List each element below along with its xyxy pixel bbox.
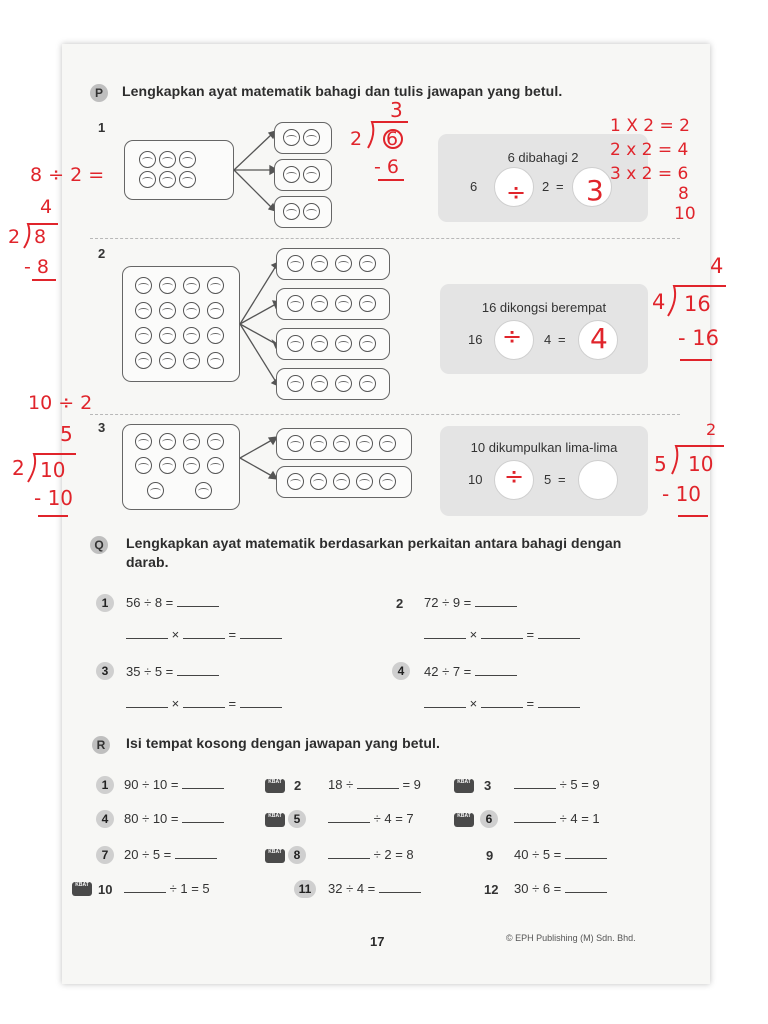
ball-icon bbox=[159, 327, 176, 344]
hw-p1-ld-divisor: 2 bbox=[8, 226, 21, 248]
hw-long-division-bracket bbox=[668, 444, 728, 524]
r-item-6 bbox=[514, 811, 600, 826]
r-item-1 bbox=[124, 777, 224, 792]
ball-icon bbox=[183, 302, 200, 319]
hw-p3-right-subtract: - 10 bbox=[662, 482, 702, 506]
q3-expr: 35 ÷ 5 = bbox=[126, 664, 174, 679]
ball-icon bbox=[303, 203, 320, 220]
ball-icon bbox=[207, 277, 224, 294]
r9-expr: 40 ÷ 5 = bbox=[514, 847, 562, 862]
p3-equals: = bbox=[558, 472, 566, 487]
ball-icon bbox=[207, 457, 224, 474]
r-item-9-number: 9 bbox=[486, 848, 494, 863]
hw-times-table-2: 2 x 2 = 4 bbox=[610, 140, 689, 160]
q-item-2 bbox=[424, 595, 517, 610]
hw-p1-ld-quotient: 4 bbox=[40, 196, 53, 218]
r-item-12-number: 12 bbox=[484, 882, 499, 897]
hw-p2-ld-quotient: 4 bbox=[710, 254, 724, 278]
answer-blank[interactable] bbox=[424, 627, 466, 639]
r2-expr: 18 ÷ bbox=[328, 777, 354, 792]
r-item-5 bbox=[328, 811, 414, 826]
r1-expr: 90 ÷ 10 = bbox=[124, 777, 179, 792]
r6-rest: ÷ 4 = 1 bbox=[559, 811, 600, 826]
divider bbox=[90, 414, 680, 415]
ball-icon bbox=[183, 352, 200, 369]
ball-icon bbox=[379, 435, 396, 452]
ball-icon bbox=[147, 482, 164, 499]
answer-blank[interactable] bbox=[240, 627, 282, 639]
ball-icon bbox=[287, 375, 304, 392]
hw-times-table-4: 8 bbox=[678, 184, 689, 204]
ball-icon bbox=[333, 473, 350, 490]
p3-group-a bbox=[276, 428, 412, 460]
ball-icon bbox=[135, 457, 152, 474]
ball-icon bbox=[159, 171, 176, 188]
ball-icon bbox=[303, 129, 320, 146]
hw-p3-ld-quotient: 5 bbox=[60, 422, 73, 446]
ball-icon bbox=[359, 295, 376, 312]
p2-group-a bbox=[276, 248, 390, 280]
hw-long-division-bracket bbox=[362, 120, 412, 184]
section-p-title: Lengkapkan ayat matematik bahagi dan tulis jawapan yang betul. bbox=[122, 83, 563, 99]
ball-icon bbox=[207, 433, 224, 450]
ball-icon bbox=[303, 166, 320, 183]
section-q-title-line1: Lengkapkan ayat matematik berdasarkan perkaitan antara bahagi dengan bbox=[126, 535, 622, 551]
q-item-3 bbox=[126, 664, 219, 679]
hw-p2-ld-dividend: 16 bbox=[684, 292, 711, 316]
r-item-2 bbox=[328, 777, 421, 792]
ball-icon bbox=[159, 352, 176, 369]
section-r-badge: R bbox=[92, 736, 110, 754]
p2-phrase: 16 dikongsi berempat bbox=[481, 300, 607, 315]
hw-p3-sign: ÷ bbox=[504, 462, 525, 490]
r-item-8-number: 8 bbox=[288, 846, 306, 864]
p3-answer-circle[interactable] bbox=[578, 460, 618, 500]
kbat-icon: KBAT bbox=[265, 779, 285, 793]
hw-p3-ld-divisor: 2 bbox=[12, 456, 25, 480]
hw-p1-answer: 3 bbox=[586, 174, 604, 207]
answer-blank[interactable] bbox=[538, 696, 580, 708]
times-sign: × bbox=[171, 696, 180, 711]
ball-icon bbox=[135, 302, 152, 319]
r-item-11 bbox=[328, 881, 421, 896]
ball-icon bbox=[335, 255, 352, 272]
ball-icon bbox=[159, 302, 176, 319]
q-item-4-mult bbox=[424, 696, 580, 711]
ball-icon bbox=[135, 277, 152, 294]
divider bbox=[90, 238, 680, 239]
ball-icon bbox=[183, 277, 200, 294]
p3-dividend: 10 bbox=[468, 472, 483, 487]
answer-blank[interactable] bbox=[182, 777, 224, 789]
hw-p3-ld-subtract: - 10 bbox=[34, 486, 74, 510]
answer-blank[interactable] bbox=[175, 847, 217, 859]
ball-icon bbox=[179, 151, 196, 168]
r-item-2-number: 2 bbox=[294, 778, 302, 793]
kbat-icon: KBAT bbox=[265, 813, 285, 827]
hw-p2-answer: 4 bbox=[590, 322, 608, 355]
hw-long-division-bracket bbox=[24, 452, 80, 526]
r-item-9 bbox=[514, 847, 607, 862]
answer-blank[interactable] bbox=[565, 881, 607, 893]
ball-icon bbox=[159, 433, 176, 450]
answer-blank[interactable] bbox=[183, 696, 225, 708]
answer-blank[interactable] bbox=[126, 627, 168, 639]
r-item-8 bbox=[328, 847, 414, 862]
p2-dividend: 16 bbox=[468, 332, 483, 347]
ball-icon bbox=[359, 255, 376, 272]
ball-icon bbox=[311, 335, 328, 352]
p1-phrase: 6 dibahagi 2 bbox=[507, 150, 579, 165]
q-item-4 bbox=[424, 664, 517, 679]
hw-long-division-bracket bbox=[20, 222, 60, 286]
p1-equals: = bbox=[556, 179, 564, 194]
r-item-10 bbox=[124, 881, 210, 896]
kbat-icon: KBAT bbox=[454, 813, 474, 827]
p3-answer-box bbox=[440, 426, 648, 516]
p3-source-group bbox=[122, 424, 240, 510]
ball-icon bbox=[135, 327, 152, 344]
ball-icon bbox=[283, 129, 300, 146]
answer-blank[interactable] bbox=[475, 664, 517, 676]
answer-blank[interactable] bbox=[357, 777, 399, 789]
answer-blank[interactable] bbox=[481, 627, 523, 639]
ball-icon bbox=[311, 295, 328, 312]
answer-blank[interactable] bbox=[328, 847, 370, 859]
equals-sign: = bbox=[526, 696, 535, 711]
answer-blank[interactable] bbox=[514, 811, 556, 823]
ball-icon bbox=[195, 482, 212, 499]
r12-expr: 30 ÷ 6 = bbox=[514, 881, 562, 896]
page-number: 17 bbox=[370, 934, 385, 949]
q-item-1 bbox=[126, 595, 219, 610]
ball-icon bbox=[159, 277, 176, 294]
r8-rest: ÷ 2 = 8 bbox=[373, 847, 414, 862]
ball-icon bbox=[159, 457, 176, 474]
ball-icon bbox=[139, 151, 156, 168]
times-sign: × bbox=[469, 627, 478, 642]
ball-icon bbox=[287, 435, 304, 452]
p1-group-b bbox=[274, 159, 332, 191]
ball-icon bbox=[207, 327, 224, 344]
hw-long-division-bracket bbox=[664, 284, 728, 368]
ball-icon bbox=[335, 295, 352, 312]
q-item-1-number: 1 bbox=[96, 594, 114, 612]
r-item-11-number: 11 bbox=[294, 880, 316, 898]
r-item-10-number: 10 bbox=[98, 882, 113, 897]
kbat-icon: KBAT bbox=[72, 882, 92, 896]
hw-p1-top-quotient: 3 bbox=[390, 98, 403, 122]
answer-blank[interactable] bbox=[183, 627, 225, 639]
equals-sign: = bbox=[228, 696, 237, 711]
p1-divisor: 2 bbox=[542, 179, 550, 194]
answer-blank[interactable] bbox=[475, 595, 517, 607]
ball-icon bbox=[379, 473, 396, 490]
ball-icon bbox=[310, 435, 327, 452]
p1-group-a bbox=[274, 122, 332, 154]
p3-arrows bbox=[238, 428, 280, 488]
hw-p1-top-dividend: 6 bbox=[386, 128, 399, 150]
answer-blank[interactable] bbox=[124, 881, 166, 893]
answer-blank[interactable] bbox=[379, 881, 421, 893]
answer-blank[interactable] bbox=[538, 627, 580, 639]
r-item-4-number: 4 bbox=[96, 810, 114, 828]
answer-blank[interactable] bbox=[424, 696, 466, 708]
p2-equals: = bbox=[558, 332, 566, 347]
p-item-1-number: 1 bbox=[98, 120, 106, 135]
times-sign: × bbox=[171, 627, 180, 642]
p2-source-group bbox=[122, 266, 240, 382]
p3-group-b bbox=[276, 466, 412, 498]
p2-group-b bbox=[276, 288, 390, 320]
p-item-2-number: 2 bbox=[98, 246, 106, 261]
section-r-title: Isi tempat kosong dengan jawapan yang betul. bbox=[126, 735, 441, 751]
ball-icon bbox=[183, 457, 200, 474]
r4-expr: 80 ÷ 10 = bbox=[124, 811, 179, 826]
r3-rest: ÷ 5 = 9 bbox=[559, 777, 600, 792]
r-item-7 bbox=[124, 847, 217, 862]
ball-icon bbox=[283, 203, 300, 220]
p1-arrows bbox=[232, 124, 280, 224]
ball-icon bbox=[135, 433, 152, 450]
p1-source-group bbox=[124, 140, 234, 200]
ball-icon bbox=[183, 433, 200, 450]
ball-icon bbox=[207, 352, 224, 369]
hw-p2-sign: ÷ bbox=[502, 322, 523, 350]
r-item-5-number: 5 bbox=[288, 810, 306, 828]
equals-sign: = bbox=[228, 627, 237, 642]
p2-group-d bbox=[276, 368, 390, 400]
kbat-icon: KBAT bbox=[265, 849, 285, 863]
ball-icon bbox=[287, 255, 304, 272]
q-item-2-mult bbox=[424, 627, 580, 642]
ball-icon bbox=[335, 375, 352, 392]
ball-icon bbox=[135, 352, 152, 369]
ball-icon bbox=[287, 335, 304, 352]
answer-blank[interactable] bbox=[126, 696, 168, 708]
workbook-page bbox=[62, 44, 710, 984]
ball-icon bbox=[333, 435, 350, 452]
equals-sign: = bbox=[526, 627, 535, 642]
r-item-3-number: 3 bbox=[484, 778, 492, 793]
hw-p3-right-dividend: 10 bbox=[688, 452, 714, 476]
hw-p3-side-sentence: 10 ÷ 2 bbox=[28, 392, 93, 414]
p2-answer-box bbox=[440, 284, 648, 374]
hw-p1-sign: ÷ bbox=[506, 178, 527, 206]
ball-icon bbox=[359, 375, 376, 392]
p-item-3-number: 3 bbox=[98, 420, 106, 435]
q-item-1-mult bbox=[126, 627, 282, 642]
r11-expr: 32 ÷ 4 = bbox=[328, 881, 376, 896]
p2-group-c bbox=[276, 328, 390, 360]
r5-rest: ÷ 4 = 7 bbox=[373, 811, 414, 826]
r7-expr: 20 ÷ 5 = bbox=[124, 847, 172, 862]
answer-blank[interactable] bbox=[177, 664, 219, 676]
ball-icon bbox=[287, 295, 304, 312]
hw-times-table-1: 1 X 2 = 2 bbox=[610, 116, 690, 136]
ball-icon bbox=[183, 327, 200, 344]
ball-icon bbox=[287, 473, 304, 490]
p1-dividend: 6 bbox=[470, 179, 478, 194]
ball-icon bbox=[356, 435, 373, 452]
ball-icon bbox=[311, 255, 328, 272]
ball-icon bbox=[207, 302, 224, 319]
q2-expr: 72 ÷ 9 = bbox=[424, 595, 472, 610]
section-q-title-line2: darab. bbox=[126, 554, 169, 570]
ball-icon bbox=[139, 171, 156, 188]
r-item-7-number: 7 bbox=[96, 846, 114, 864]
p2-divisor: 4 bbox=[544, 332, 552, 347]
hw-p1-side-sentence: 8 ÷ 2 = bbox=[30, 164, 105, 186]
ball-icon bbox=[356, 473, 373, 490]
section-q-badge: Q bbox=[90, 536, 108, 554]
q1-expr: 56 ÷ 8 = bbox=[126, 595, 174, 610]
ball-icon bbox=[359, 335, 376, 352]
p3-phrase: 10 dikumpulkan lima-lima bbox=[470, 440, 618, 455]
q-item-3-number: 3 bbox=[96, 662, 114, 680]
hw-times-table-3: 3 x 2 = 6 bbox=[610, 164, 689, 184]
r-item-1-number: 1 bbox=[96, 776, 114, 794]
section-p-badge: P bbox=[90, 84, 108, 102]
kbat-icon: KBAT bbox=[454, 779, 474, 793]
publisher-credit: © EPH Publishing (M) Sdn. Bhd. bbox=[506, 933, 636, 943]
answer-blank[interactable] bbox=[182, 811, 224, 823]
ball-icon bbox=[179, 171, 196, 188]
hw-p2-ld-divisor: 4 bbox=[652, 290, 666, 314]
q4-expr: 42 ÷ 7 = bbox=[424, 664, 472, 679]
r2-rest: = 9 bbox=[402, 777, 421, 792]
times-sign: × bbox=[469, 696, 478, 711]
ball-icon bbox=[310, 473, 327, 490]
hw-times-table-5: 10 bbox=[674, 204, 696, 224]
answer-blank[interactable] bbox=[514, 777, 556, 789]
ball-icon bbox=[159, 151, 176, 168]
answer-blank[interactable] bbox=[565, 847, 607, 859]
p1-group-c bbox=[274, 196, 332, 228]
answer-blank[interactable] bbox=[240, 696, 282, 708]
hw-p1-top-divisor: 2 bbox=[350, 128, 363, 150]
hw-p1-top-subtract: - 6 bbox=[374, 156, 399, 178]
hw-p3-right-quotient: 2 bbox=[706, 420, 717, 439]
answer-blank[interactable] bbox=[481, 696, 523, 708]
r-item-4 bbox=[124, 811, 224, 826]
hw-p1-ld-dividend: 8 bbox=[34, 226, 47, 248]
r-item-12 bbox=[514, 881, 607, 896]
p3-divisor: 5 bbox=[544, 472, 552, 487]
answer-blank[interactable] bbox=[328, 811, 370, 823]
hw-p2-ld-subtract: - 16 bbox=[678, 326, 719, 350]
hw-p3-right-divisor: 5 bbox=[654, 452, 667, 476]
ball-icon bbox=[335, 335, 352, 352]
ball-icon bbox=[283, 166, 300, 183]
r-item-6-number: 6 bbox=[480, 810, 498, 828]
answer-blank[interactable] bbox=[177, 595, 219, 607]
hw-p3-ld-dividend: 10 bbox=[40, 458, 66, 482]
ball-icon bbox=[311, 375, 328, 392]
hw-p1-ld-subtract: - 8 bbox=[24, 256, 49, 278]
q-item-2-number: 2 bbox=[396, 596, 404, 611]
r-item-3 bbox=[514, 777, 600, 792]
q-item-3-mult bbox=[126, 696, 282, 711]
r10-rest: ÷ 1 = 5 bbox=[169, 881, 210, 896]
q-item-4-number: 4 bbox=[392, 662, 410, 680]
